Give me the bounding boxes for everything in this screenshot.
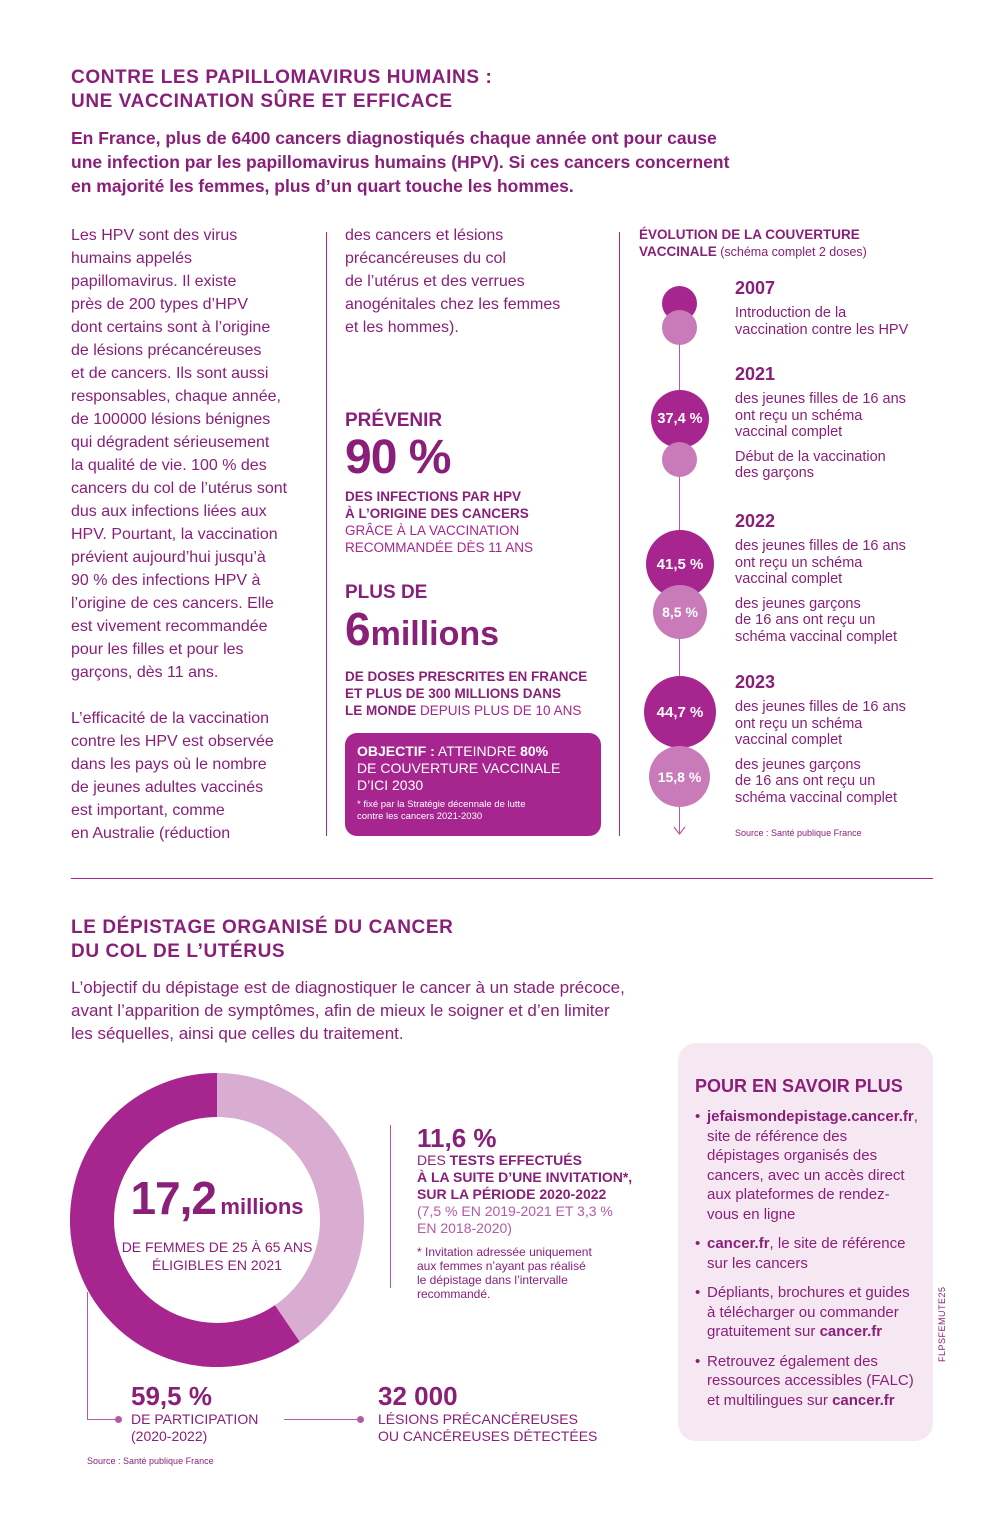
- timeline-source: Source : Santé publique France: [735, 828, 862, 838]
- timeline-title: ÉVOLUTION DE LA COUVERTURE VACCINALE (schéma complet 2 doses): [639, 227, 867, 259]
- timeline-2023-boys: 15,8 %: [649, 746, 710, 807]
- connector-participation: [87, 1292, 88, 1420]
- section-divider: [71, 878, 933, 879]
- timeline-arrow-icon: [673, 826, 686, 836]
- link-cancer-fr-falc[interactable]: cancer.fr: [832, 1391, 895, 1409]
- objective-box: OBJECTIF : ATTEINDRE 80% DE COUVERTURE VACCINALE D’ICI 2030 * fixé par la Stratégie décennale de lutte contre les cancers 2021-2030: [345, 733, 601, 836]
- link-cancer-fr[interactable]: cancer.fr: [707, 1235, 770, 1252]
- info-item-falc[interactable]: • Retrouvez également des ressources accessibles (FALC) et multilingues sur cancer.fr: [695, 1352, 917, 1411]
- stat-participation: 59,5 % DE PARTICIPATION (2020-2022): [131, 1381, 259, 1444]
- timeline-entry-2023: 2023 des jeunes filles de 16 ans ont reçu un schéma vaccinal complet des jeunes garçons de 16 ans ont reçu un schéma vaccinal complet: [735, 672, 906, 806]
- col1-paragraph-1: Les HPV sont des virus humains appelés papillomavirus. Il existe près de 200 types d’HPV dont certains sont à l’origine de lésions précancéreuses et de cancers. Ils sont aussi responsables, chaque année, de 100000 lésions bénignes qui dégradent sérieusement la qualité de vie. 100 % des cancers du col de l’utérus sont dus aux infections liées aux HPV. Pourtant, la vaccination prévient aujourd’hui jusqu’à 90 % des infections HPV à l’origine de ces cancers. Elle est vivement recommandée pour les filles et pour les garçons, dès 11 ans.: [71, 227, 288, 681]
- prevenir-value: 90 %: [345, 431, 451, 484]
- timeline-2021-girls: 37,4 %: [651, 390, 709, 448]
- donut-center-label: 17,2 millions DE FEMMES DE 25 À 65 ANS ÉLIGIBLES EN 2021: [121, 1172, 313, 1273]
- link-cancer-fr-brochures[interactable]: cancer.fr: [819, 1323, 883, 1340]
- stat-lesions: 32 000 LÉSIONS PRÉCANCÉREUSES OU CANCÉREUSES DÉTECTÉES: [378, 1381, 598, 1444]
- vaccination-column-2: des cancers et lésions précancéreuses du col de l’utérus et des verrues anogénitales chez les femmes et les hommes).: [345, 227, 561, 336]
- info-box: [678, 1043, 933, 1441]
- timeline-2022-boys: 8,5 %: [653, 585, 707, 639]
- timeline-dot-2007b: [662, 310, 697, 345]
- vaccination-intro: En France, plus de 6400 cancers diagnostiqués chaque année ont pour cause une infection par les papillomavirus humains (HPV). Si ces cancers concernent en majorité les femmes, plus d’un quart touche les hommes.: [71, 128, 730, 196]
- column-divider-1: [326, 232, 327, 836]
- timeline-entry-2021: 2021 des jeunes filles de 16 ans ont reçu un schéma vaccinal complet Début de la vaccination des garçons: [735, 364, 906, 481]
- info-item-jefaismondepistage[interactable]: • jefaismondepistage.cancer.fr, site de référence des dépistages organisés des cancers, avec un accès direct aux plateformes de rendez-vous en ligne: [695, 1107, 917, 1224]
- info-item-cancer-fr[interactable]: • cancer.fr, le site de référence sur les cancers: [695, 1234, 917, 1273]
- vaccination-title: CONTRE LES PAPILLOMAVIRUS HUMAINS : UNE VACCINATION SÛRE ET EFFICACE: [71, 67, 493, 112]
- timeline-2023-girls: 44,7 %: [644, 676, 716, 748]
- info-title: POUR EN SAVOIR PLUS: [695, 1076, 903, 1096]
- timeline-2022-girls: 41,5 %: [646, 530, 714, 598]
- doses-value: 6millions: [345, 603, 500, 655]
- tests-divider: [390, 1125, 391, 1288]
- stat-doses: PLUS DE 6millions DE DOSES PRESCRITES EN FRANCE ET PLUS DE 300 MILLIONS DANS LE MONDE DEPUIS PLUS DE 10 ANS: [345, 582, 588, 718]
- timeline-entry-2022: 2022 des jeunes filles de 16 ans ont reçu un schéma vaccinal complet des jeunes garçons de 16 ans ont reçu un schéma vaccinal complet: [735, 511, 906, 645]
- depistage-title: LE DÉPISTAGE ORGANISÉ DU CANCER DU COL DE L’UTÉRUS: [71, 917, 454, 962]
- stat-tests: 11,6 % DES TESTS EFFECTUÉS À LA SUITE D’UNE INVITATION*, SUR LA PÉRIODE 2020-2022 (7,5 % EN 2019-2021 ET 3,3 % EN 2018-2020) * Invitation adressée uniquement aux femmes n’ayant pas réalisé le dépistage dans l’intervalle recommandé.: [417, 1123, 633, 1301]
- depistage-source: Source : Santé publique France: [87, 1456, 214, 1466]
- connector-lesions: [284, 1419, 360, 1420]
- info-item-brochures[interactable]: • Dépliants, brochures et guides à télécharger ou commander gratuitement sur cancer.fr: [695, 1283, 917, 1342]
- column-divider-2: [619, 232, 620, 836]
- timeline-2021-boys-dot: [662, 442, 697, 477]
- vaccination-column-1: [71, 224, 316, 845]
- col1-paragraph-2: L’efficacité de la vaccination contre les HPV est observée dans les pays où le nombre de jeunes adultes vaccinés est important, comme en Australie (réduction: [71, 710, 274, 842]
- link-jefaismondepistage[interactable]: jefaismondepistage.cancer.fr: [707, 1108, 914, 1125]
- depistage-intro: L’objectif du dépistage est de diagnostiquer le cancer à un stade précoce, avant l’apparition de symptômes, afin de mieux le soigner et d’en limiter les séquelles, ainsi que celles du traitement.: [71, 978, 625, 1043]
- connector-dot: [115, 1416, 122, 1423]
- stat-prevenir: PRÉVENIR 90 % DES INFECTIONS PAR HPV À L’ORIGINE DES CANCERS GRÂCE À LA VACCINATION RECOMMANDÉE DÈS 11 ANS: [345, 410, 534, 555]
- reference-code: FLPSFEMUTE25: [937, 1286, 947, 1362]
- timeline-entry-2007: 2007 Introduction de la vaccination contre les HPV: [735, 278, 909, 338]
